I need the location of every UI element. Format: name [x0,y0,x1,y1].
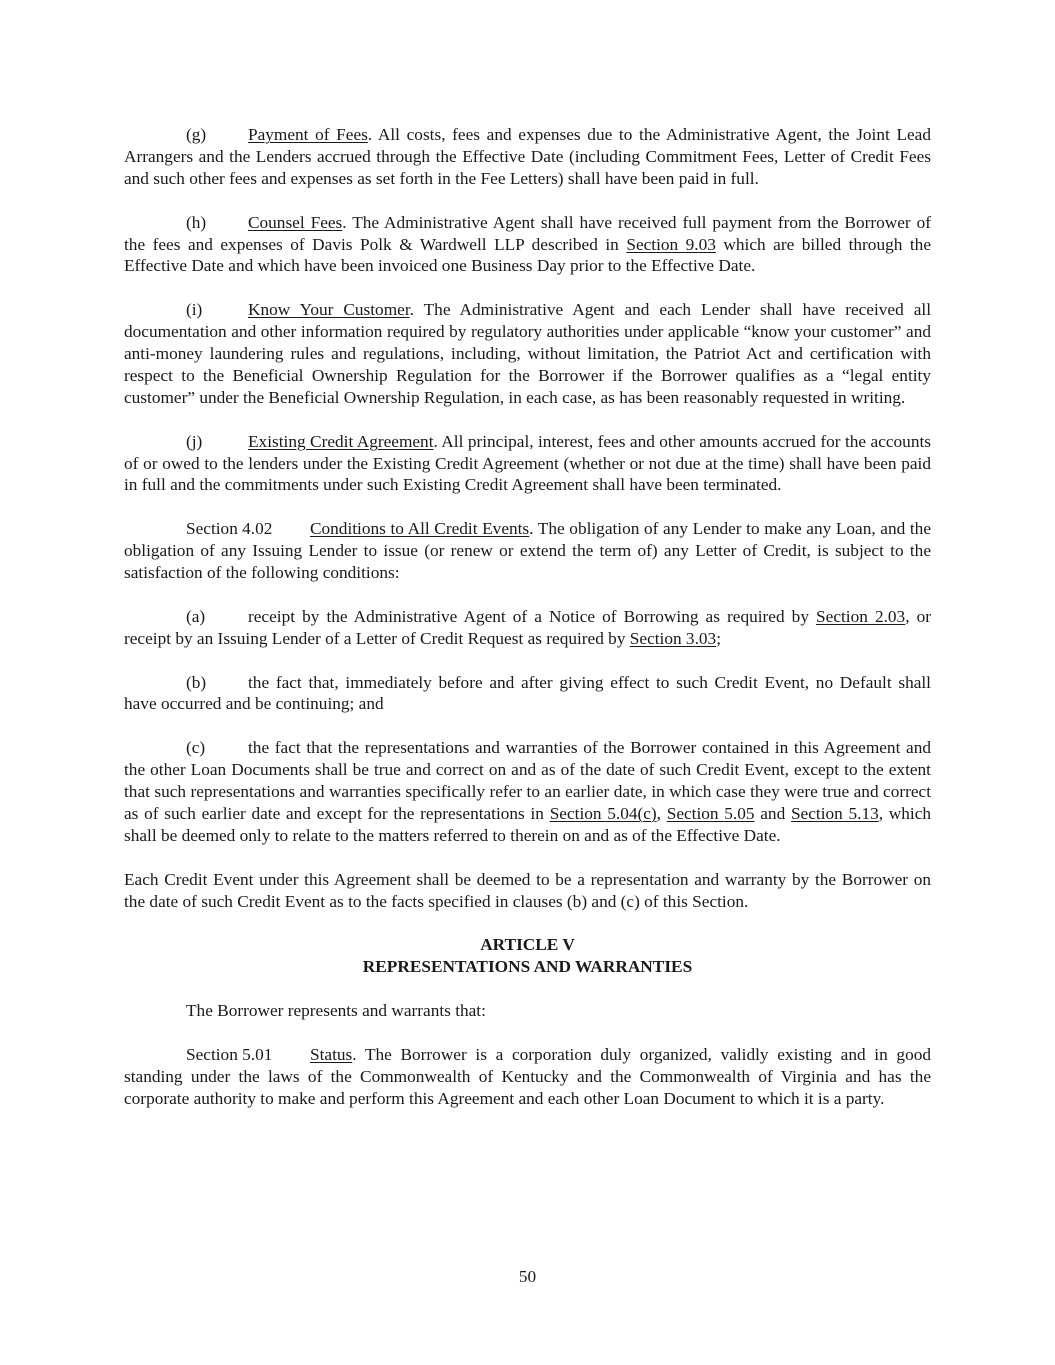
clause-text: . All principal, interest, fees and other amounts accrued for the accounts of or owed to the lenders under the Existing Credit Agreement (whether or not due at the time) shall have been paid in full and the commitments under such Existing Credit Agreement shall have been terminated. [124,431,931,495]
clause-label: (g) [186,125,207,144]
clause-text: . The Administrative Agent shall have received full payment from the Borrower of the fees and expenses of Davis Polk & Wardwell LLP described in [124,212,931,254]
clause-heading: Counsel Fees [248,212,343,232]
clause-text: . All costs, fees and expenses due to the Administrative Agent, the Joint Lead Arrangers and the Lenders accrued through the Effective Date (including Commitment Fees, Letter of Credit Fees and such other fees and expenses as set forth in the Fee Letters) shall have been paid in full. [124,125,931,188]
paragraph-a [124,606,931,650]
clause-text: , which shall be deemed only to relate to the matters referred to therein on and as of the Effective Date. [124,803,932,845]
article-heading [124,934,931,978]
clause-label: (c) [186,738,206,758]
paragraph-each-credit-event: Each Credit Event under this Agreement shall be deemed to be a representation and warranty by the Borrower on the date of such Credit Event as to the facts specified in clauses (b) and (c) of this Section. [124,869,931,911]
paragraph-j [124,431,931,497]
clause-text: , or receipt by an Issuing Lender of a Letter of Credit Request as required by [124,606,931,648]
section-reference: Section 2.03 [816,606,906,626]
clause-text: and [754,803,791,823]
article-intro: The Borrower represents and warrants that: [186,1001,486,1021]
section-reference: Section 3.03 [629,628,717,648]
clause-label: (a) [186,606,206,626]
paragraph-i [124,299,931,409]
section-heading: Conditions to All Credit Events [310,519,530,539]
clause-text: ; [716,628,721,648]
clause-heading: Existing Credit Agreement [248,431,434,451]
clause-text: receipt by the Administrative Agent of a Notice of Borrowing as required by [248,606,817,626]
section-reference: Section 5.04(c) [549,803,657,823]
clause-text: , [656,803,667,823]
paragraph-g [124,124,931,190]
section-text: . The Borrower is a corporation duly organized, validly existing and in good standing under the laws of the Commonwealth of Kentucky and the Commonwealth of Virginia and has the corporate authority to make and perform this Agreement and each other Loan Document to which it is a party. [124,1044,931,1108]
article-number: ARTICLE V [480,935,575,955]
clause-label: (i) [186,300,203,320]
clause-text: the fact that the representations and warranties of the Borrower contained in this Agreement and the other Loan Documents shall be true and correct on and as of the date of such Credit Event, except to the extent that such representations and warranties specifically refer to an earlier date, in which case they were true and correct as of such earlier date and except for the representations in [124,738,931,823]
clause-text: which are billed through the Effective Date and which have been invoiced one Business Day prior to the Effective Date. [124,234,931,276]
section-5-01 [124,1044,931,1110]
clause-label: (h) [186,212,207,232]
section-reference: Section 5.13 [790,803,879,823]
page-number: 50 [518,1267,537,1286]
clause-heading: Know Your Customer [248,300,410,320]
clause-text: the fact that, immediately before and after giving effect to such Credit Event, no Default shall have occurred and be continuing; and [124,672,931,714]
article-title: REPRESENTATIONS AND WARRANTIES [362,957,693,977]
paragraph-c [124,737,931,847]
clause-label: (b) [186,672,207,692]
paragraph-h [124,212,931,278]
section-label: Section 5.01 [186,1044,273,1064]
section-text: . The obligation of any Lender to make any Loan, and the obligation of any Issuing Lender to issue (or renew or extend the term of) any Letter of Credit, is subject to the satisfaction of the following conditions: [124,519,931,583]
clause-text: . The Administrative Agent and each Lender shall have received all documentation and other information required by regulatory authorities under applicable “know your customer” and anti-money laundering rules and regulations, including, without limitation, the Patriot Act and certification with respect to the Beneficial Ownership Regulation for the Borrower if the Borrower qualifies as a “legal entity customer” under the Beneficial Ownership Regulation, in each case, as has been reasonably requested in writing. [124,300,931,407]
document-page [124,124,931,1132]
clause-label: (j) [186,431,203,451]
clause-heading: Payment of Fees [248,125,368,144]
paragraph-b [124,672,931,716]
section-4-02 [124,518,931,584]
section-reference: Section 9.03 [626,234,716,254]
section-reference: Section 5.05 [666,803,755,823]
section-label: Section 4.02 [186,519,273,539]
section-heading: Status [310,1044,353,1064]
